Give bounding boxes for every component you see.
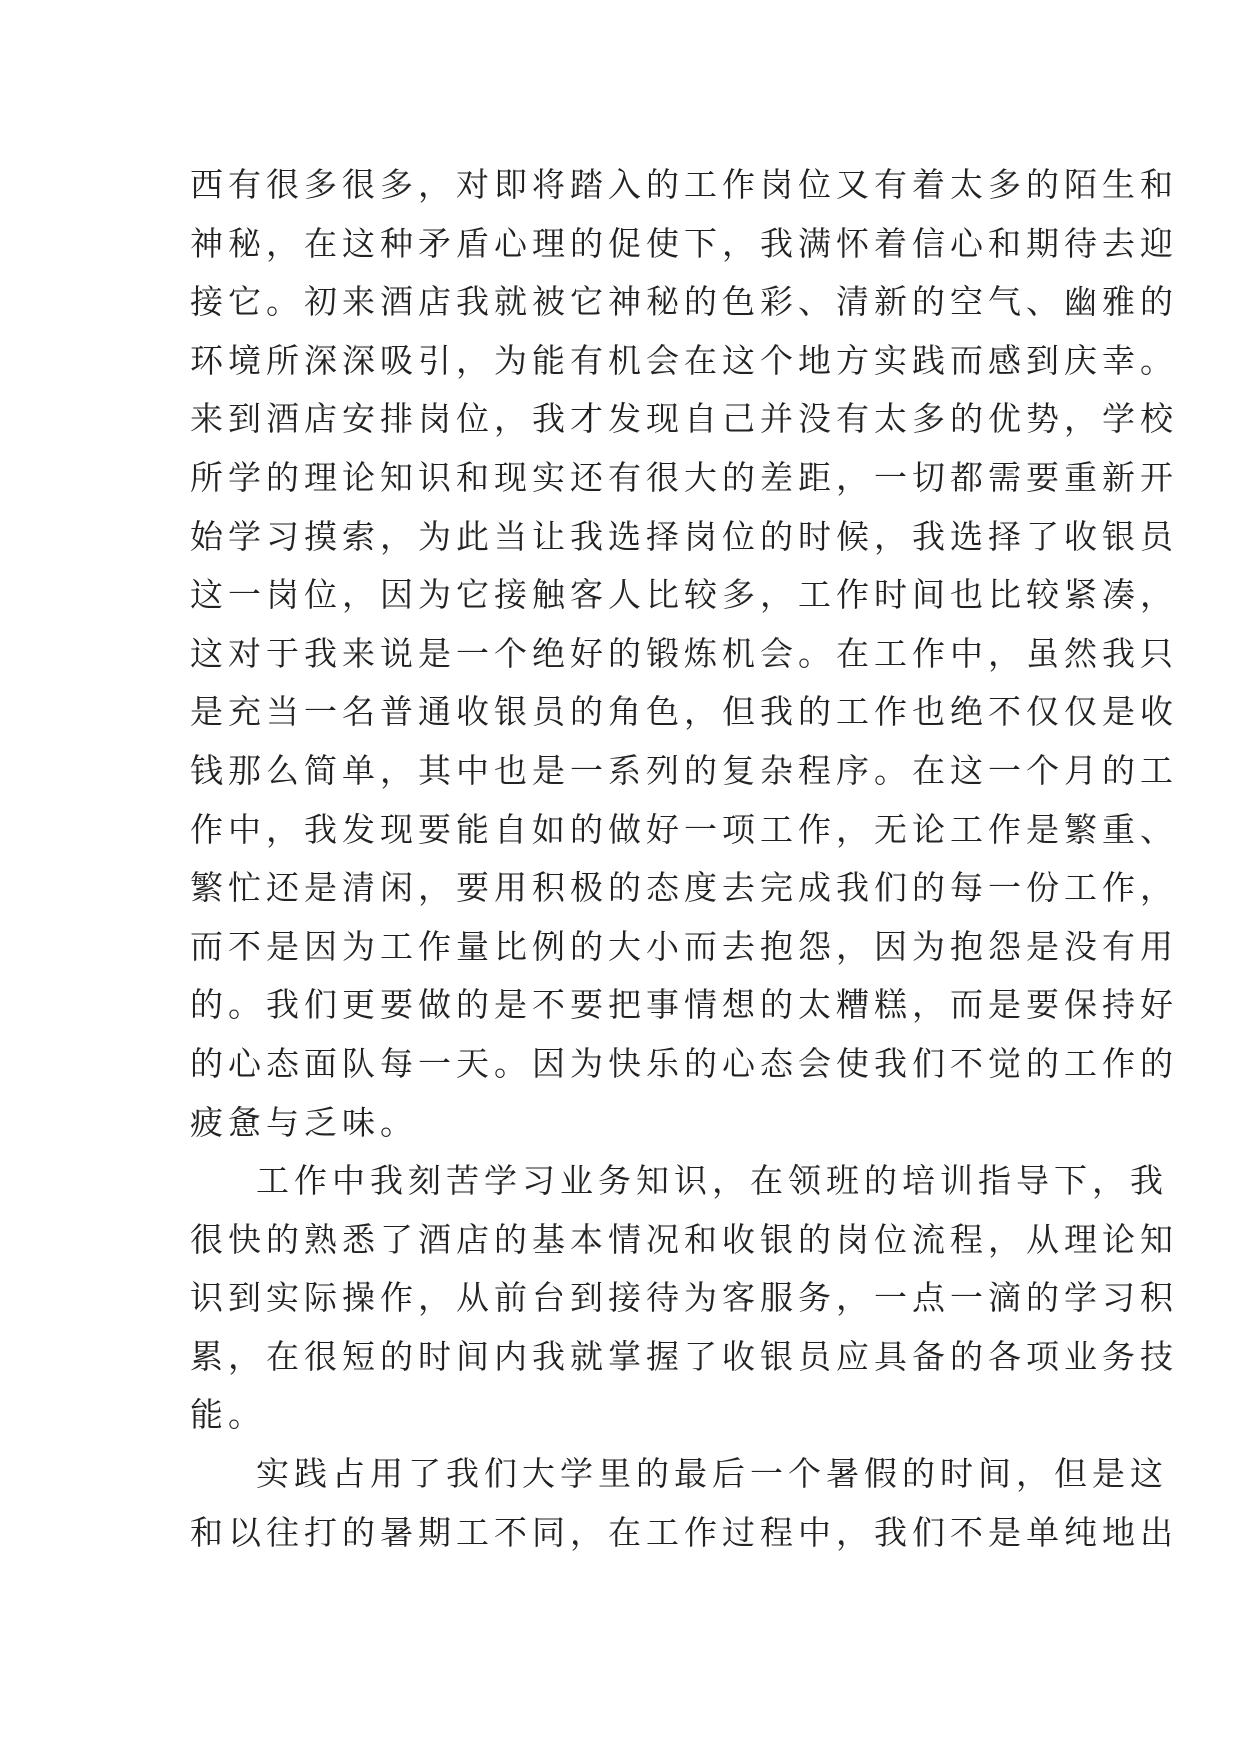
paragraph-2 <box>190 1152 1178 1445</box>
text-line: 来到酒店安排岗位，我才发现自己并没有太多的优势，学校 <box>190 399 1178 439</box>
body-text <box>190 156 1178 1562</box>
text-line: 的。我们更要做的是不要把事情想的太糟糕，而是要保持好 <box>190 985 1178 1025</box>
text-line: 累，在很短的时间内我就掌握了收银员应具备的各项业务技 <box>190 1336 1178 1376</box>
paragraph-1 <box>190 156 1178 1152</box>
text-line: 始学习摸索，为此当让我选择岗位的时候，我选择了收银员 <box>190 516 1178 556</box>
text-line: 作中，我发现要能自如的做好一项工作，无论工作是繁重、 <box>190 809 1178 849</box>
text-line: 环境所深深吸引，为能有机会在这个地方实践而感到庆幸。 <box>190 340 1178 380</box>
text-line: 所学的理论知识和现实还有很大的差距，一切都需要重新开 <box>190 457 1178 497</box>
text-line: 接它。初来酒店我就被它神秘的色彩、清新的空气、幽雅的 <box>190 282 1178 322</box>
text-line: 是充当一名普通收银员的角色，但我的工作也绝不仅仅是收 <box>190 692 1178 732</box>
text-line: 疲惫与乏味。 <box>190 1102 418 1142</box>
text-line: 能。 <box>190 1395 266 1435</box>
text-line: 识到实际操作，从前台到接待为客服务，一点一滴的学习积 <box>190 1278 1178 1318</box>
text-line: 的心态面队每一天。因为快乐的心态会使我们不觉的工作的 <box>190 1043 1178 1083</box>
text-line: 西有很多很多，对即将踏入的工作岗位又有着太多的陌生和 <box>190 165 1178 204</box>
text-line: 而不是因为工作量比例的大小而去抱怨，因为抱怨是没有用 <box>190 926 1178 966</box>
text-line: 神秘，在这种矛盾心理的促使下，我满怀着信心和期待去迎 <box>190 223 1178 263</box>
text-line-indented: 工作中我刻苦学习业务知识，在领班的培训指导下，我 <box>256 1161 1168 1201</box>
text-line: 这对于我来说是一个绝好的锻炼机会。在工作中，虽然我只 <box>190 633 1178 673</box>
text-line: 钱那么简单，其中也是一系列的复杂程序。在这一个月的工 <box>190 750 1178 790</box>
text-line: 和以往打的暑期工不同，在工作过程中，我们不是单纯地出 <box>190 1512 1178 1552</box>
text-line-indented: 实践占用了我们大学里的最后一个暑假的时间，但是这 <box>256 1454 1168 1494</box>
text-line: 繁忙还是清闲，要用积极的态度去完成我们的每一份工作， <box>190 868 1178 908</box>
text-line: 这一岗位，因为它接触客人比较多，工作时间也比较紧凑， <box>190 575 1178 615</box>
paragraph-3 <box>190 1445 1178 1562</box>
text-line: 很快的熟悉了酒店的基本情况和收银的岗位流程，从理论知 <box>190 1219 1178 1259</box>
